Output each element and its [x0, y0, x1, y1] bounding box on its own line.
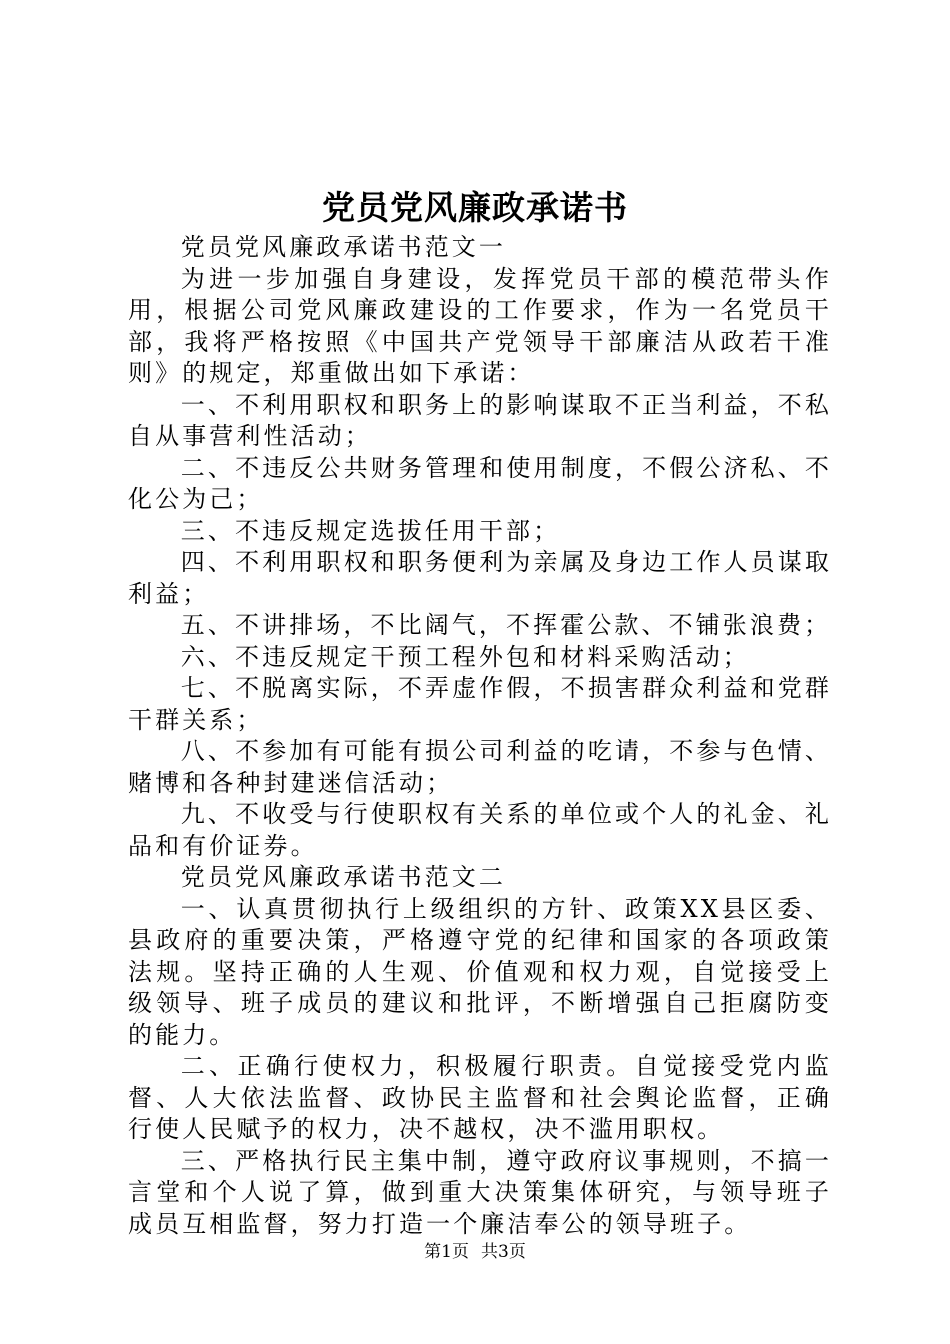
- pledge-item-4: 四、不利用职权和职务便利为亲属及身边工作人员谋取利益；: [128, 548, 832, 608]
- pledge-item-2: 二、不违反公共财务管理和使用制度，不假公济私、不化公为己；: [128, 453, 832, 513]
- pledge-item-9: 九、不收受与行使职权有关系的单位或个人的礼金、礼品和有价证券。: [128, 800, 832, 860]
- pledge-item-3: 三、不违反规定选拔任用干部；: [180, 516, 561, 545]
- pledge-item-6: 六、不违反规定干预工程外包和材料采购活动；: [180, 642, 750, 671]
- sample2-item-1: 一、认真贯彻执行上级组织的方针、政策XX县区委、县政府的重要决策，严格遵守党的纪律和国家的各项政策法规。坚持正确的人生观、价值观和权力观，自觉接受上级领导、班子成员的建议和批评，不断增强自己拒腐防变的能力。: [128, 894, 832, 1049]
- sample2-item-2: 二、正确行使权力，积极履行职责。自觉接受党内监督、人大依法监督、政协民主监督和社会舆论监督，正确行使人民赋予的权力，决不越权，决不滥用职权。: [128, 1052, 832, 1143]
- pledge-item-7: 七、不脱离实际，不弄虚作假，不损害群众利益和党群干群关系；: [128, 674, 832, 734]
- document-body: [128, 232, 832, 1240]
- page-number: 第1页: [424, 1242, 469, 1262]
- pledge-item-1: 一、不利用职权和职务上的影响谋取不正当利益，不私自从事营利性活动；: [128, 390, 832, 450]
- paragraph-intro: 为进一步加强自身建设，发挥党员干部的模范带头作用，根据公司党风廉政建设的工作要求，作为一名党员干部，我将严格按照《中国共产党领导干部廉洁从政若干准则》的规定，郑重做出如下承诺：: [128, 264, 832, 387]
- document-title: 党员党风廉政承诺书: [322, 188, 628, 227]
- pledge-item-5: 五、不讲排场，不比阔气，不挥霍公款、不铺张浪费；: [180, 611, 832, 639]
- section-heading-2: 党员党风廉政承诺书范文二: [180, 863, 506, 891]
- page-footer: [0, 1240, 950, 1264]
- sample2-item-3: 三、严格执行民主集中制，遵守政府议事规则，不搞一言堂和个人说了算，做到重大决策集体研究，与领导班子成员互相监督，努力打造一个廉洁奉公的领导班子。: [128, 1146, 832, 1238]
- page-total: 共3页: [481, 1242, 526, 1262]
- pledge-item-8: 八、不参加有可能有损公司利益的吃请，不参与色情、赌博和各种封建迷信活动；: [128, 737, 832, 797]
- section-heading-1: 党员党风廉政承诺书范文一: [180, 233, 506, 261]
